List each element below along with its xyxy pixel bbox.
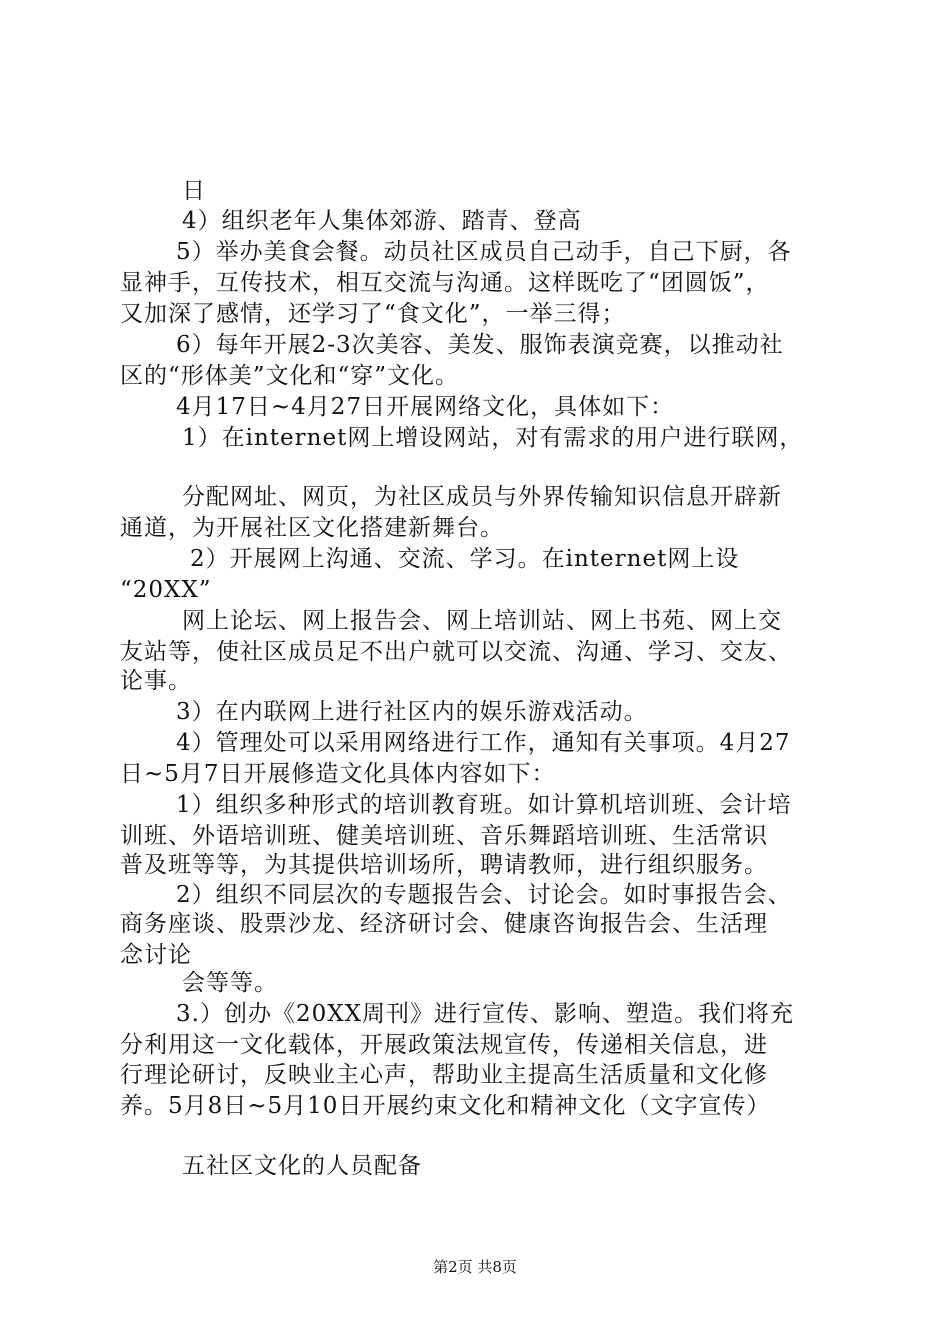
text-line: 2）组织不同层次的专题报告会、讨论会。如时事报告会、 [176,882,792,908]
text-line: 显神手，互传技术，相互交流与沟通。这样既吃了“团圆饭”， [120,270,770,296]
text-line: 网上论坛、网上报告会、网上培训站、网上书苑、网上交 [182,608,782,634]
text-line: 4）管理处可以采用网络进行工作，通知有关事项。4月27 [176,730,791,756]
text-line: 5）举办美食会餐。动员社区成员自己动手，自己下厨，各 [176,239,792,265]
page-footer: 第2页 共8页 [433,1258,517,1276]
text-line: 会等等。 [182,970,278,996]
text-line: 行理论研讨，反映业主心声，帮助业主提高生活质量和文化修 [120,1062,768,1088]
text-line: 2）开展网上沟通、交流、学习。在internet网上设 [190,546,740,572]
text-line: 又加深了感情，还学习了“食文化”，一举三得； [120,301,626,327]
text-line: 分配网址、网页，为社区成员与外界传输知识信息开辟新 [182,484,782,510]
text-line: 4）组织老年人集体郊游、踏青、登高 [182,208,582,234]
text-line: 区的“形体美”文化和“穿”文化。 [120,363,460,389]
text-line: “20XX” [120,577,212,603]
text-line: 通道，为开展社区文化搭建新舞台。 [120,515,504,541]
text-line: 友站等，使社区成员足不出户就可以交流、沟通、学习、交友、 [120,639,792,665]
text-line: 普及班等等，为其提供培训场所，聘请教师，进行组织服务。 [120,852,768,878]
text-line: 1）在internet网上增设网站，对有需求的用户进行联网， [182,425,804,451]
section-heading: 五社区文化的人员配备 [182,1153,422,1179]
text-line: 4月17日~4月27日开展网络文化，具体如下： [176,394,675,420]
text-line: 训班、外语培训班、健美培训班、音乐舞蹈培训班、生活常识 [120,823,768,849]
text-line: 6）每年开展2-3次美容、美发、服饰表演竞赛，以推动社 [176,332,784,358]
text-line: 商务座谈、股票沙龙、经济研讨会、健康咨询报告会、生活理 [120,911,768,937]
text-line: 日~5月7日开展修造文化具体内容如下： [120,761,556,787]
text-line: 论事。 [120,668,192,694]
text-line: 3.）创办《20XX周刊》进行宣传、影响、塑造。我们将充 [176,1001,794,1027]
text-line: 3）在内联网上进行社区内的娱乐游戏活动。 [176,699,648,725]
text-line: 1）组织多种形式的培训教育班。如计算机培训班、会计培 [176,792,792,818]
text-line: 念讨论 [120,942,192,968]
text-line: 养。5月8日~5月10日开展约束文化和精神文化（文字宣传） [120,1093,771,1119]
text-line: 日 [182,178,206,204]
text-line: 分利用这一文化载体，开展政策法规宣传，传递相关信息，进 [120,1032,768,1058]
